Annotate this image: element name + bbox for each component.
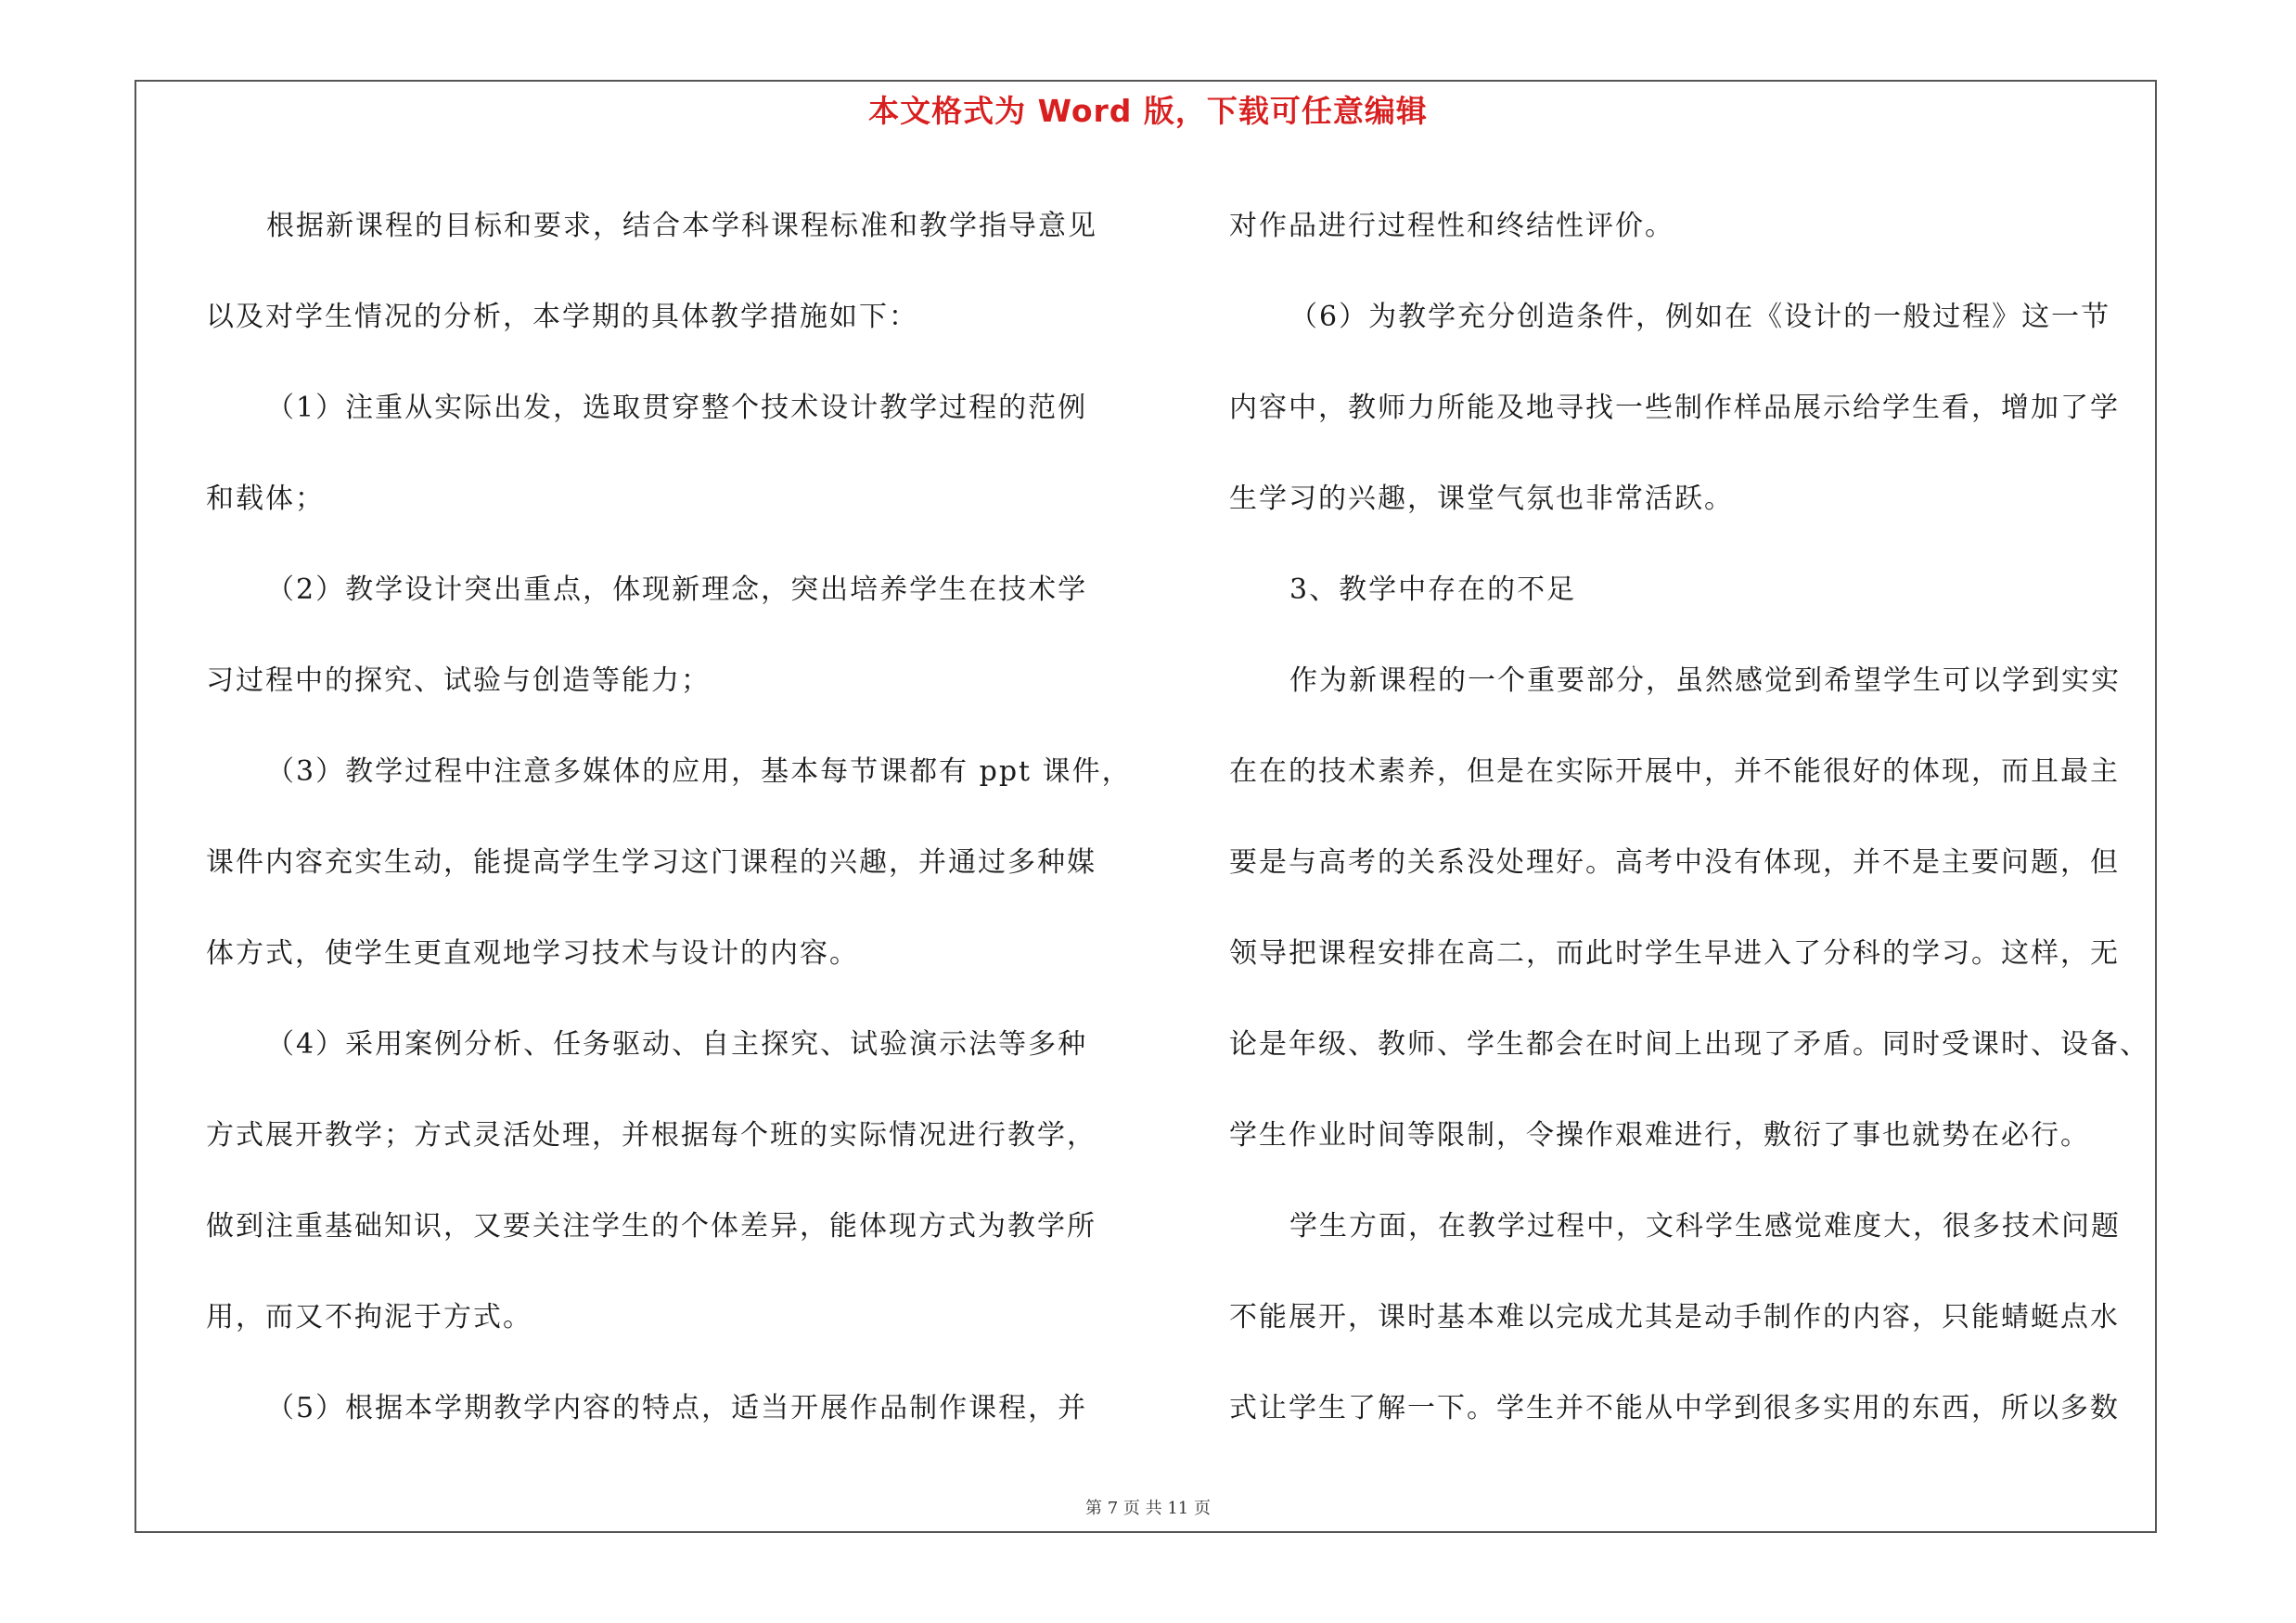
- text-line: 生学习的兴趣，课堂气氛也非常活跃。: [1229, 483, 1734, 515]
- left-text-column: [206, 181, 1143, 1454]
- text-line: 方式展开教学；方式灵活处理，并根据每个班的实际情况进行教学，: [206, 1119, 1097, 1152]
- text-line: 以及对学生情况的分析，本学期的具体教学措施如下：: [206, 301, 918, 333]
- text-line: 作为新课程的一个重要部分，虽然感觉到希望学生可以学到实实: [1289, 664, 2121, 697]
- text-line: 学生作业时间等限制，令操作艰难进行，敷衍了事也就势在必行。: [1229, 1119, 2090, 1152]
- text-line: （1）注重从实际出发，选取贯穿整个技术设计教学过程的范例: [266, 392, 1088, 424]
- text-line: 课件内容充实生动，能提高学生学习这门课程的兴趣，并通过多种媒: [206, 846, 1097, 879]
- text-line: 3、教学中存在的不足: [1289, 573, 1577, 606]
- text-line: 体方式，使学生更直观地学习技术与设计的内容。: [206, 937, 859, 970]
- text-line: 在在的技术素养，但是在实际开展中，并不能很好的体现，而且最主: [1229, 755, 2120, 788]
- text-line: 习过程中的探究、试验与创造等能力；: [206, 664, 711, 697]
- word-format-banner: 本文格式为 Word 版，下载可任意编辑: [868, 93, 1428, 129]
- right-text-column: [1229, 181, 2148, 1454]
- text-line: （6）为教学充分创造条件，例如在《设计的一般过程》这一节: [1289, 301, 2111, 333]
- text-line: 式让学生了解一下。学生并不能从中学到很多实用的东西，所以多数: [1229, 1392, 2120, 1424]
- text-line: （2）教学设计突出重点，体现新理念，突出培养学生在技术学: [266, 573, 1088, 606]
- text-line: （4）采用案例分析、任务驱动、自主探究、试验演示法等多种: [266, 1028, 1088, 1061]
- text-line: 学生方面，在教学过程中，文科学生感觉难度大，很多技术问题: [1289, 1210, 2121, 1243]
- text-line: 内容中，教师力所能及地寻找一些制作样品展示给学生看，增加了学: [1229, 392, 2120, 424]
- page-number-footer: 第 7 页 共 11 页: [1085, 1499, 1211, 1518]
- text-line: 和载体；: [206, 483, 325, 515]
- text-line: 对作品进行过程性和终结性评价。: [1229, 210, 1674, 242]
- text-line: 做到注重基础知识，又要关注学生的个体差异，能体现方式为教学所: [206, 1210, 1097, 1243]
- text-line: （3）教学过程中注意多媒体的应用，基本每节课都有 ppt 课件，: [266, 755, 1132, 788]
- text-line: 根据新课程的目标和要求，结合本学科课程标准和教学指导意见: [266, 210, 1097, 242]
- text-line: 用，而又不拘泥于方式。: [206, 1301, 532, 1333]
- text-line: （5）根据本学期教学内容的特点，适当开展作品制作课程，并: [266, 1392, 1088, 1424]
- text-line: 要是与高考的关系没处理好。高考中没有体现，并不是主要问题，但: [1229, 846, 2120, 879]
- text-line: 论是年级、教师、学生都会在时间上出现了矛盾。同时受课时、设备、: [1229, 1028, 2149, 1061]
- text-line: 不能展开，课时基本难以完成尤其是动手制作的内容，只能蜻蜓点水: [1229, 1301, 2120, 1333]
- text-line: 领导把课程安排在高二，而此时学生早进入了分科的学习。这样，无: [1229, 937, 2120, 970]
